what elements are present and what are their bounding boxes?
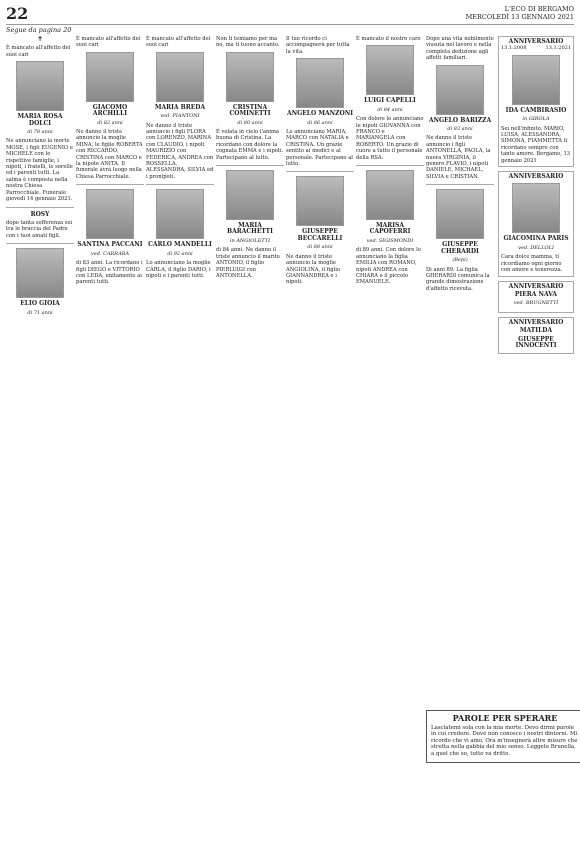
deceased-name: GIACOMO ARCHILLI — [92, 103, 128, 118]
deceased-age: di 78 anni — [27, 129, 53, 136]
deceased-age: di 88 anni — [307, 244, 333, 251]
deceased-name: MARIA BREDA — [154, 103, 206, 111]
column-3 — [146, 36, 214, 282]
portrait-photo — [86, 189, 134, 239]
deceased-age: di 71 anni — [27, 309, 53, 316]
deceased-name: PIERA NAVA — [514, 290, 558, 298]
deceased-name: MARISA CAPOFERRI — [369, 222, 411, 236]
divider — [426, 184, 494, 185]
portrait-photo — [296, 176, 344, 226]
column-7 — [426, 36, 494, 295]
portrait-photo — [436, 65, 484, 115]
deceased-name: MARIA ROSA DOLCI — [17, 113, 63, 127]
notice-text: Ne danno il triste annuncio la moglie MINA, le figlie ROBERTA con RICCARDO, CRISTINA con MARCO e la nipote ANITA. Il funerale avrà luogo nella Chiesa Parrocchiale. — [76, 129, 143, 180]
notice-text: Lo annunciano la moglie CARLA, il figlio DARIO, i nipoti e i parenti tutti. — [146, 260, 211, 279]
deceased-subtitle: ved. BRUGNETTI — [513, 300, 559, 307]
divider — [216, 165, 284, 166]
notice-text: di 89 anni. Con dolore lo annunciano la figlia EMILIA con ROMANO, nipoti ANDREA con CHIARA e il piccolo EMANUELE. — [356, 247, 421, 286]
portrait-photo — [156, 52, 204, 102]
anniversary-notice — [498, 36, 574, 167]
portrait-photo — [436, 189, 484, 239]
deceased-subtitle: ved. PIANTONI — [160, 113, 200, 120]
date-start: 13.1.2008 — [501, 45, 527, 52]
deceased-age: di 92 anni — [167, 250, 193, 257]
anniversary-notice — [498, 281, 574, 313]
continued-note: Segue da pagina 20 — [6, 26, 72, 34]
notice-text: Ne annunciano la morte MOSÈ, i figli EUGENIO e MICHELE con le rispettive famiglie, i nipoti, i fratelli, le sorelle ed i parenti tutti. La salma è composta nella nostra Chiesa Parrocchiale. Funerale giovedì 14 gennaio 2021. — [6, 138, 73, 203]
notice-text: È volata in cielo l'anima buona di Cristina. La ricordano con dolore la cognata EMMA e i nipoti. Partecipano al lutto. — [216, 129, 284, 161]
portrait-photo — [156, 189, 204, 239]
anniversary-heading: ANNIVERSARIO — [508, 38, 564, 45]
publication-date: MERCOLEDÌ 13 GENNAIO 2021 — [465, 13, 574, 21]
divider — [356, 165, 424, 166]
column-1 — [6, 36, 74, 319]
portrait-photo — [16, 61, 64, 111]
anniversary-notice — [498, 317, 574, 355]
deceased-name: GIACOMINA PARIS — [503, 235, 569, 243]
notice-text: Cara dolce mamma, ti ricordiamo ogni giorno con amore e tenerezza. — [501, 254, 563, 274]
deceased-age: di 83 anni — [447, 126, 473, 133]
deceased-name: GIUSEPPE INNOCENTI — [515, 335, 557, 349]
intro-text: Dopo una vita nobilmente vissuta nel lavoro e nella completa dedizione agli affetti familiari. — [426, 36, 494, 62]
deceased-subtitle: ved. CARRARA — [90, 250, 130, 257]
deceased-name: LUIGI CAPELLI — [364, 97, 416, 105]
portrait-photo — [86, 52, 134, 102]
portrait-photo — [366, 45, 414, 95]
notice-text: Di anni 89. La figlia GHERARDI comunica la grande dimostrazione d'affetto ricevuta. — [426, 266, 490, 292]
divider — [76, 184, 144, 185]
anniversary-heading: ANNIVERSARIO — [508, 318, 564, 326]
deceased-age: di 82 anni — [97, 119, 123, 126]
deceased-subtitle: in GIROLA — [522, 116, 550, 123]
deceased-age: di 86 anni — [307, 119, 333, 126]
page-number: 22 — [6, 4, 29, 23]
deceased-age: di 84 anni — [377, 106, 403, 113]
intro-text: È mancato all'affetto dei suoi cari — [6, 45, 71, 58]
deceased-name: ANGELO MANZONI — [286, 110, 354, 118]
notice-text: di 83 anni. La ricordano i figli DIEGO e VITTORIO con LEDA, unitamente ai parenti tutti. — [76, 260, 143, 286]
intro-text: Non ti temiamo per ma no, ma ti tuono accanto. — [216, 36, 280, 49]
deceased-name: ROSY — [30, 210, 50, 218]
date-end: 13.1.2021 — [545, 45, 571, 52]
anniversary-notice — [498, 171, 574, 276]
publication-info — [466, 5, 574, 21]
notice-text: Sei nell'infinito. MARIO, LUISA, ALESSANDRA, SIMONA, FIAMMETTA ti ricordano sempre con tanto amore. Bergamo, 13 gennaio 2021 — [501, 125, 571, 164]
deceased-subtitle: ved. SIGISMONDI — [366, 237, 414, 244]
deceased-subtitle: (Bepi) — [452, 257, 468, 264]
box-title: PAROLE PER SPERARE — [452, 713, 558, 723]
notice-text: di 84 anni. Ne danno il triste annuncio il marito ANTONIO, il figlio PIERLUIGI con ANTONELLA. — [216, 247, 280, 279]
divider — [6, 243, 74, 244]
portrait-photo — [296, 58, 344, 108]
deceased-name: SANTINA PACCANI — [77, 241, 143, 249]
column-anniversaries — [498, 36, 574, 358]
intro-text: Il tuo ricordo ci accompagnerà per tutta la vita. — [286, 36, 350, 55]
notice-text: Con dolore lo annunciano le nipoti GIOVANNA con FRANCO e MARIANGELA con ROBERTO. Un grazie di cuore a tutto il personale della RSA. — [356, 116, 424, 161]
deceased-name: MATILDA — [519, 327, 553, 335]
column-4 — [216, 36, 284, 282]
deceased-name: CARLO MANDELLI — [148, 241, 212, 249]
divider — [286, 171, 354, 172]
deceased-age: di 80 anni — [237, 119, 263, 126]
divider — [6, 207, 74, 208]
deceased-name: ELIO GIOIA — [20, 300, 60, 308]
portrait-photo — [366, 170, 414, 220]
column-2 — [76, 36, 144, 289]
column-5 — [286, 36, 354, 289]
anniversary-dates — [501, 45, 571, 51]
notice-text: dopo tanta sofferenza sei tra le braccia del Padre con i tuoi amati figli. — [6, 219, 73, 239]
deceased-name: CRISTINA COMINETTI — [229, 103, 271, 118]
notice-text: Ne danno il triste annuncio i figli ANTONELLA, PAOLA, la nuora VIRGINIA, il genero FLAVIO, i nipoti DANIELE, MICHAEL, SILVIA e CRISTIAN. — [426, 135, 491, 180]
intro-text: È mancato il nostro caro — [356, 36, 421, 42]
deceased-name: GIUSEPPE BECCARELLI — [297, 228, 343, 242]
portrait-photo — [512, 55, 560, 105]
divider — [146, 184, 214, 185]
box-text: Lasciatemi sola con la mia morte. Devo dirmi parole in cui credere. Dove non conosco i nostri dintorni. Mi ricordo che vi amo. Ora m'insegnerà altre misure che stretta nella gabbia del mio senso. Leggete Brunella, a quel che so, tutto va dritto. — [431, 724, 578, 757]
parole-per-sperare-box — [426, 710, 580, 763]
deceased-subtitle: in ANGIOLETTI — [229, 237, 271, 244]
portrait-photo — [512, 183, 560, 233]
deceased-name: GIUSEPPE CHERARDI — [441, 241, 479, 255]
deceased-name: IDA CAMBIRASIO — [505, 106, 567, 114]
portrait-photo — [226, 170, 274, 220]
notice-text: Lo annunciano MARIA, MARCO con NATALIA e CRISTINA. Un grazie sentito ai medici e al personale. Partecipano al lutto. — [286, 129, 353, 168]
deceased-subtitle: ved. DELLOLI — [518, 244, 554, 251]
portrait-photo — [16, 248, 64, 298]
deceased-name: ANGELO BARIZZA — [428, 116, 492, 124]
page-header — [6, 4, 574, 25]
intro-text: È mancato all'affetto dei suoi cari — [146, 36, 211, 49]
anniversary-heading: ANNIVERSARIO — [508, 173, 564, 181]
notice-text: Ne danno il triste annuncio i figli FLORA con LORENZO, MARINA con CLAUDIO, i nipoti MAURIZIO con FEDERICA, ANDREA con ROSSELLA, ALESSANDRA, SILVIA ed i pronipoti. — [146, 122, 214, 180]
deceased-name: MARIA BARACHETTI — [227, 222, 273, 236]
publication-name: L'ECO DI BERGAMO — [504, 5, 574, 13]
column-6 — [356, 36, 424, 289]
cross-icon: ✝ — [37, 35, 43, 43]
portrait-photo — [226, 52, 274, 102]
notice-text: Ne danno il triste annuncio la moglie ANGIOLINA, il figlio GIANNANDREA e i nipoti. — [286, 253, 340, 286]
anniversary-heading: ANNIVERSARIO — [508, 282, 564, 290]
intro-text: È mancato all'affetto dei suoi cari — [76, 36, 141, 49]
